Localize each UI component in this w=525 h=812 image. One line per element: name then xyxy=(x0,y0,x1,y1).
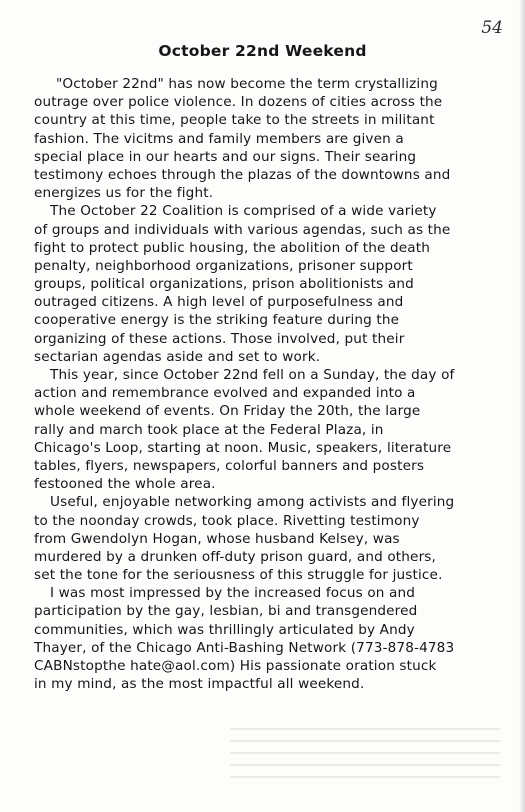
text-line: "October 22nd" has now become the term crystallizing xyxy=(56,76,438,92)
article-body xyxy=(34,75,494,693)
text-line: This year, since October 22nd fell on a Sunday, the day of xyxy=(50,367,455,383)
text-line: from Gwendolyn Hogan, whose husband Kelsey, was xyxy=(34,530,400,547)
text-line: action and remembrance evolved and expanded into a xyxy=(34,385,416,402)
text-line: cooperative energy is the striking feature during the xyxy=(34,312,400,329)
text-line: Useful, enjoyable networking among activists and flyering xyxy=(50,494,455,511)
text-line: tables, flyers, newspapers, colorful banners and posters xyxy=(34,457,425,474)
text-line: organizing of these actions. Those involved, put their xyxy=(34,330,405,347)
show-through-text xyxy=(230,728,500,788)
text-line: energizes us for the fight. xyxy=(34,185,214,202)
text-line: The October 22 Coalition is comprised of a wide variety xyxy=(50,203,437,220)
text-line: in my mind, as the most impactful all weekend. xyxy=(34,676,365,693)
text-line: outraged citizens. A high level of purposefulness and xyxy=(34,294,404,311)
text-line: of groups and individuals with various agendas, such as the xyxy=(34,221,451,238)
text-line: to the noonday crowds, took place. Rivetting testimony xyxy=(34,512,420,529)
text-line: fashion. The vicitms and family members are given a xyxy=(34,130,404,147)
text-line: sectarian agendas aside and set to work. xyxy=(34,348,321,365)
text-line: communities, which was thrillingly articulated by Andy xyxy=(34,621,415,638)
page-edge-shadow xyxy=(519,0,525,812)
text-line: fight to protect public housing, the abolition of the death xyxy=(34,239,430,256)
text-line: festooned the whole area. xyxy=(34,476,216,493)
page-number: 54 xyxy=(481,18,503,38)
text-line: CABNstopthe hate@aol.com) His passionate oration stuck xyxy=(34,658,437,674)
text-line: outrage over police violence. In dozens of cities across the xyxy=(34,94,443,111)
text-line: whole weekend of events. On Friday the 20th, the large xyxy=(34,403,421,420)
text-line: murdered by a drunken off-duty prison guard, and others, xyxy=(34,548,437,565)
text-line: I was most impressed by the increased focus on and xyxy=(50,585,416,602)
text-line: set the tone for the seriousness of this struggle for justice. xyxy=(34,567,443,584)
text-line: rally and march took place at the Federal Plaza, in xyxy=(34,421,384,438)
text-line: Thayer, of the Chicago Anti-Bashing Network (773-878-4783 xyxy=(34,639,455,656)
text-line: special place in our hearts and our signs. Their searing xyxy=(34,148,417,165)
text-line: country at this time, people take to the streets in militant xyxy=(34,112,435,129)
text-line: groups, political organizations, prison abolitionists and xyxy=(34,276,414,293)
text-line: testimony echoes through the plazas of the downtowns and xyxy=(34,166,451,183)
page-title: October 22nd Weekend xyxy=(158,42,367,60)
text-line: participation by the gay, lesbian, bi and transgendered xyxy=(34,603,418,620)
text-line: Chicago's Loop, starting at noon. Music, speakers, literature xyxy=(34,439,452,456)
text-line: penalty, neighborhood organizations, prisoner support xyxy=(34,257,413,274)
